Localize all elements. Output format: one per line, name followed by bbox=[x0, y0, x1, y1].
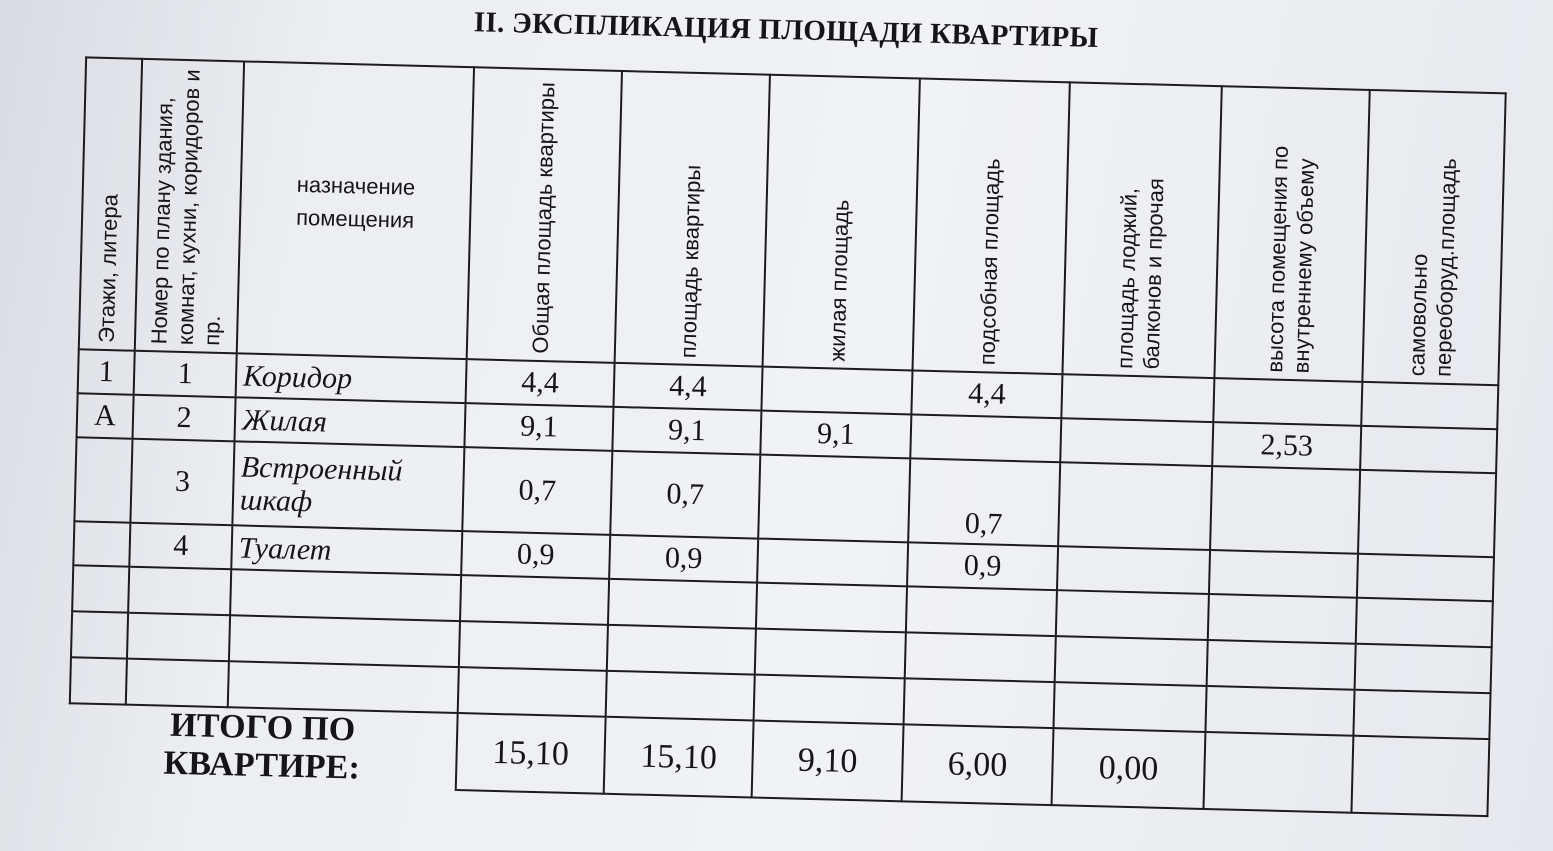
empty-cell bbox=[1053, 682, 1206, 732]
living-area-sum: 9,10 bbox=[752, 721, 904, 802]
empty-cell bbox=[1356, 598, 1493, 647]
totals-label: ИТОГО ПО КВАРТИРЕ: bbox=[68, 703, 458, 790]
empty-cell bbox=[1208, 594, 1357, 644]
empty-cell bbox=[755, 629, 906, 679]
header-unauthorized-area: самовольно переоборуд.площадь bbox=[1362, 90, 1505, 385]
header-loggia-area: площадь лоджий, балконов и прочая bbox=[1062, 82, 1221, 378]
cell-unauthorized-area bbox=[1358, 470, 1496, 557]
empty-cell bbox=[72, 565, 129, 612]
empty-cell bbox=[229, 615, 460, 667]
header-room-height: высота помещения по внутреннему объему bbox=[1214, 86, 1369, 382]
header-auxiliary-area: подсобная площадь bbox=[913, 79, 1070, 375]
cell-floor: 1 bbox=[78, 349, 135, 394]
cell-auxiliary-area: 0,7 bbox=[908, 458, 1060, 546]
header-living-area: жилая площадь bbox=[763, 75, 920, 371]
empty-cell bbox=[904, 678, 1055, 728]
empty-cell bbox=[606, 671, 755, 721]
empty-cell bbox=[1353, 690, 1490, 739]
height-sum bbox=[1203, 732, 1353, 813]
cell-floor bbox=[74, 437, 132, 522]
empty-cell bbox=[608, 579, 757, 629]
cell-unauthorized-area bbox=[1361, 382, 1498, 429]
header-floor: Этажи, литера bbox=[79, 57, 142, 350]
cell-height: 2,53 bbox=[1212, 422, 1361, 470]
cell-number: 1 bbox=[134, 351, 237, 398]
empty-cell bbox=[754, 675, 905, 725]
cell-auxiliary-area bbox=[910, 414, 1061, 462]
cell-loggia-area bbox=[1058, 462, 1212, 550]
cell-height bbox=[1209, 550, 1358, 598]
auxiliary-area-sum: 6,00 bbox=[902, 724, 1054, 805]
cell-total-area: 4,4 bbox=[466, 359, 615, 407]
empty-cell bbox=[230, 569, 461, 621]
empty-cell bbox=[1056, 590, 1209, 640]
empty-cell bbox=[126, 659, 229, 708]
cell-living-area bbox=[758, 455, 910, 543]
cell-apartment-area: 9,1 bbox=[612, 407, 761, 455]
apartment-area-sum: 15,10 bbox=[604, 717, 754, 798]
empty-cell bbox=[1055, 636, 1208, 686]
cell-apartment-area: 0,7 bbox=[610, 451, 760, 539]
cell-unauthorized-area bbox=[1360, 426, 1497, 473]
empty-cell bbox=[128, 567, 231, 616]
empty-cell bbox=[71, 611, 128, 658]
cell-floor bbox=[73, 521, 130, 566]
cell-height bbox=[1213, 378, 1362, 426]
empty-cell bbox=[70, 657, 127, 704]
header-plan-number: Номер по плану здания, комнат, кухни, коридоров и пр. bbox=[135, 59, 244, 353]
cell-loggia-area bbox=[1060, 418, 1213, 466]
cell-height bbox=[1210, 466, 1360, 554]
cell-living-area bbox=[761, 367, 912, 415]
cell-loggia-area bbox=[1057, 546, 1210, 594]
header-apartment-area: площадь квартиры bbox=[615, 71, 770, 367]
cell-room: Туалет bbox=[231, 525, 462, 575]
cell-auxiliary-area: 4,4 bbox=[911, 370, 1062, 418]
cell-room: Коридор bbox=[236, 353, 467, 403]
cell-apartment-area: 4,4 bbox=[613, 363, 762, 411]
empty-cell bbox=[459, 621, 608, 671]
header-total-area: Общая площадь квартиры bbox=[467, 67, 622, 363]
empty-cell bbox=[1205, 686, 1354, 736]
header-row bbox=[79, 57, 1506, 385]
empty-cell bbox=[905, 632, 1056, 682]
cell-floor: А bbox=[77, 393, 134, 438]
empty-cell bbox=[458, 667, 607, 717]
header-room-purpose: назначение помещения bbox=[237, 61, 474, 359]
cell-number: 3 bbox=[130, 439, 234, 526]
cell-total-area: 9,1 bbox=[464, 403, 613, 451]
cell-living-area bbox=[757, 539, 908, 587]
unauthorized-area-sum bbox=[1351, 736, 1489, 816]
cell-total-area: 0,9 bbox=[461, 531, 610, 579]
cell-total-area: 0,7 bbox=[462, 447, 612, 535]
cell-room: Жилая bbox=[234, 397, 465, 447]
empty-cell bbox=[1355, 644, 1492, 693]
empty-cell bbox=[460, 575, 609, 625]
cell-living-area: 9,1 bbox=[760, 411, 911, 459]
document-title: II. ЭКСПЛИКАЦИЯ ПЛОЩАДИ КВАРТИРЫ bbox=[473, 6, 1099, 55]
empty-cell bbox=[1207, 640, 1356, 690]
cell-number: 2 bbox=[133, 395, 236, 442]
cell-loggia-area bbox=[1061, 374, 1214, 422]
empty-cell bbox=[906, 586, 1057, 636]
loggia-area-sum: 0,00 bbox=[1052, 728, 1206, 809]
cell-number: 4 bbox=[129, 523, 232, 570]
empty-cell bbox=[228, 661, 459, 713]
total-area-sum: 15,10 bbox=[456, 713, 606, 794]
empty-cell bbox=[756, 583, 907, 633]
cell-apartment-area: 0,9 bbox=[609, 535, 758, 583]
empty-cell bbox=[127, 613, 230, 662]
empty-cell bbox=[607, 625, 756, 675]
cell-room: Встроенный шкаф bbox=[232, 441, 464, 531]
cell-auxiliary-area: 0,9 bbox=[907, 542, 1058, 590]
cell-unauthorized-area bbox=[1357, 554, 1494, 601]
explication-table bbox=[67, 56, 1507, 817]
